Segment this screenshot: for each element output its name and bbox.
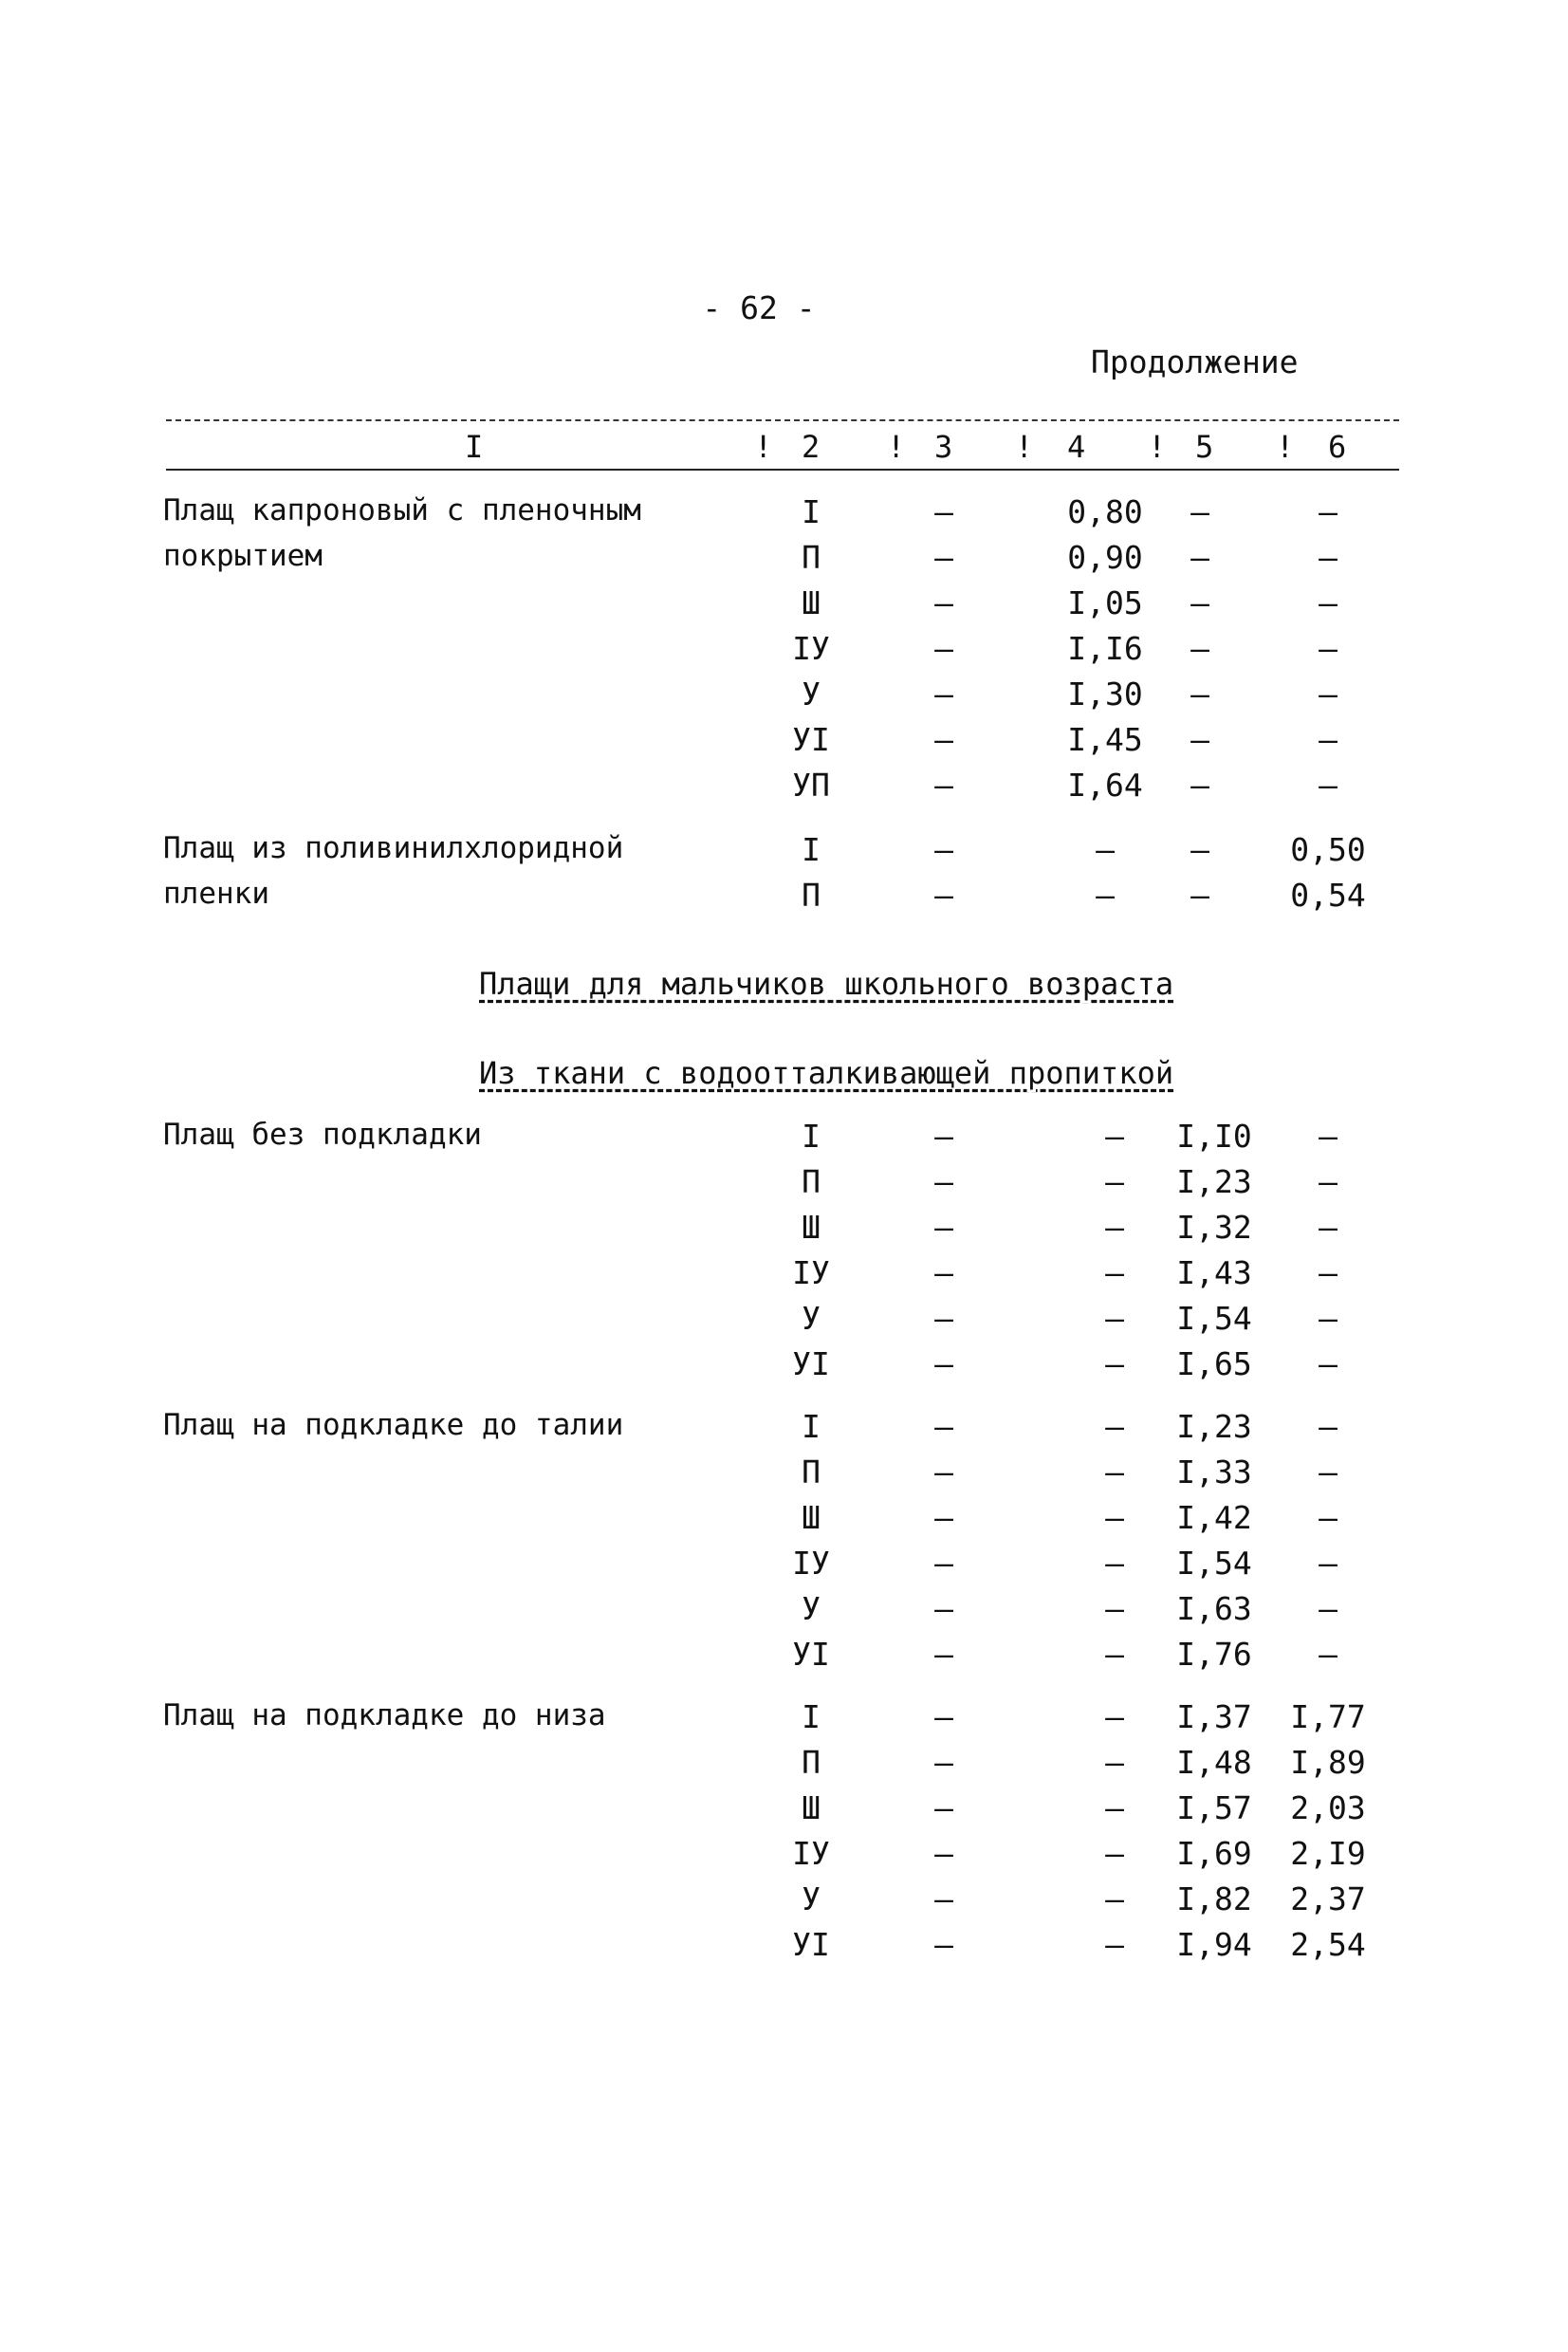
table-cell: – — [934, 1118, 953, 1155]
size-cell: П — [802, 1744, 821, 1781]
table-cell: – — [1105, 1163, 1124, 1200]
table-cell: – — [1319, 1408, 1337, 1445]
table-cell: – — [1105, 1636, 1124, 1673]
size-cell: Ш — [802, 1789, 821, 1826]
table-cell: – — [1190, 676, 1209, 713]
table-cell: – — [934, 1408, 953, 1445]
table-cell: I,65 — [1176, 1345, 1252, 1382]
size-cell: УI — [792, 1345, 830, 1382]
table-cell: – — [1319, 493, 1337, 530]
table-cell: 2,54 — [1290, 1926, 1366, 1963]
col-separator: ! — [1148, 429, 1167, 465]
size-cell: У — [802, 676, 821, 713]
table-cell: – — [1105, 1254, 1124, 1291]
table-cell: – — [1105, 1408, 1124, 1445]
table-cell: I,42 — [1176, 1499, 1252, 1536]
table-cell: I,I0 — [1176, 1118, 1252, 1155]
table-cell: I,94 — [1176, 1926, 1252, 1963]
table-cell: – — [1319, 539, 1337, 576]
table-cell: – — [1190, 493, 1209, 530]
table-cell: – — [934, 1163, 953, 1200]
table-cell: I,23 — [1176, 1408, 1252, 1445]
table-cell: 0,50 — [1290, 831, 1366, 868]
table-cell: – — [1105, 1789, 1124, 1826]
table-cell: – — [934, 1254, 953, 1291]
table-cell: – — [1105, 1698, 1124, 1735]
table-cell: – — [934, 1744, 953, 1781]
row-label: Плащ из поливинилхлоридной — [163, 831, 624, 865]
table-cell: – — [1105, 1300, 1124, 1337]
table-cell: – — [934, 1454, 953, 1491]
size-cell: УI — [792, 1636, 830, 1673]
table-cell: I,23 — [1176, 1163, 1252, 1200]
table-cell: – — [1105, 1880, 1124, 1917]
table-cell: 2,I9 — [1290, 1835, 1366, 1872]
table-cell: I,69 — [1176, 1835, 1252, 1872]
size-cell: УI — [792, 1926, 830, 1963]
size-cell: I — [802, 493, 821, 530]
table-cell: – — [934, 1345, 953, 1382]
size-cell: П — [802, 877, 821, 914]
table-cell: – — [934, 877, 953, 914]
size-cell: П — [802, 1454, 821, 1491]
table-cell: – — [1105, 1926, 1124, 1963]
page-number: - 62 - — [702, 289, 816, 326]
col-header-6: 6 — [1328, 429, 1347, 465]
table-cell: I,54 — [1176, 1545, 1252, 1582]
col-separator: ! — [1015, 429, 1034, 465]
table-cell: – — [1105, 1209, 1124, 1246]
size-cell: IУ — [792, 1835, 830, 1872]
table-top-rule — [166, 419, 1399, 421]
table-cell: – — [934, 493, 953, 530]
table-cell: 0,80 — [1067, 493, 1143, 530]
table-cell: – — [1319, 630, 1337, 667]
size-cell: У — [802, 1880, 821, 1917]
table-cell: – — [1319, 1499, 1337, 1536]
table-cell: – — [934, 676, 953, 713]
table-cell: 0,54 — [1290, 877, 1366, 914]
table-cell: I,77 — [1290, 1698, 1366, 1735]
table-cell: – — [1319, 1254, 1337, 1291]
size-cell: П — [802, 539, 821, 576]
table-cell: – — [1105, 1545, 1124, 1582]
table-cell: – — [934, 630, 953, 667]
size-cell: УП — [792, 767, 830, 804]
size-cell: У — [802, 1300, 821, 1337]
table-cell: – — [1096, 831, 1115, 868]
table-cell: – — [1190, 721, 1209, 758]
table-cell: – — [1319, 1545, 1337, 1582]
table-cell: – — [1319, 1300, 1337, 1337]
table-cell: I,57 — [1176, 1789, 1252, 1826]
table-cell: – — [1190, 539, 1209, 576]
size-cell: Ш — [802, 584, 821, 621]
table-cell: I,43 — [1176, 1254, 1252, 1291]
table-cell: – — [1105, 1835, 1124, 1872]
table-cell: – — [1190, 630, 1209, 667]
row-label: Плащ без подкладки — [163, 1118, 482, 1152]
table-cell: – — [934, 1209, 953, 1246]
table-header-rule — [166, 469, 1399, 471]
col-separator: ! — [754, 429, 773, 465]
table-cell: – — [1319, 1636, 1337, 1673]
table-cell: – — [1319, 1345, 1337, 1382]
table-cell: – — [934, 1499, 953, 1536]
size-cell: П — [802, 1163, 821, 1200]
table-cell: – — [1190, 584, 1209, 621]
table-cell: – — [1105, 1454, 1124, 1491]
col-header-4: 4 — [1067, 429, 1086, 465]
table-cell: – — [1096, 877, 1115, 914]
size-cell: Ш — [802, 1499, 821, 1536]
size-cell: I — [802, 1408, 821, 1445]
table-cell: – — [934, 831, 953, 868]
table-cell: – — [934, 721, 953, 758]
col-separator: ! — [1276, 429, 1295, 465]
row-label: Плащ на подкладке до низа — [163, 1698, 606, 1732]
table-cell: I,30 — [1067, 676, 1143, 713]
size-cell: УI — [792, 721, 830, 758]
table-cell: – — [1190, 767, 1209, 804]
col-header-2: 2 — [802, 429, 821, 465]
table-cell: I,76 — [1176, 1636, 1252, 1673]
table-cell: I,37 — [1176, 1698, 1252, 1735]
table-cell: – — [1105, 1345, 1124, 1382]
size-cell: Ш — [802, 1209, 821, 1246]
table-cell: I,64 — [1067, 767, 1143, 804]
size-cell: I — [802, 1698, 821, 1735]
row-label: Плащ на подкладке до талии — [163, 1408, 624, 1442]
size-cell: IУ — [792, 630, 830, 667]
size-cell: I — [802, 1118, 821, 1155]
col-header-5: 5 — [1195, 429, 1214, 465]
table-cell: – — [934, 539, 953, 576]
col-separator: ! — [887, 429, 906, 465]
table-cell: – — [1319, 721, 1337, 758]
table-cell: – — [1319, 676, 1337, 713]
table-cell: 2,37 — [1290, 1880, 1366, 1917]
table-cell: – — [1105, 1499, 1124, 1536]
table-cell: – — [1319, 767, 1337, 804]
table-cell: – — [934, 1880, 953, 1917]
table-cell: – — [1105, 1744, 1124, 1781]
subsection-title: Из ткани с водоотталкивающей пропиткой — [479, 1055, 1174, 1091]
table-cell: I,32 — [1176, 1209, 1252, 1246]
table-cell: 2,03 — [1290, 1789, 1366, 1826]
table-cell: – — [1105, 1118, 1124, 1155]
table-cell: – — [934, 1545, 953, 1582]
table-cell: – — [934, 1590, 953, 1627]
table-cell: – — [1319, 1590, 1337, 1627]
table-cell: – — [934, 1789, 953, 1826]
table-cell: I,45 — [1067, 721, 1143, 758]
table-cell: – — [1319, 584, 1337, 621]
table-cell: I,89 — [1290, 1744, 1366, 1781]
row-label: покрытием — [163, 539, 323, 573]
table-cell: I,82 — [1176, 1880, 1252, 1917]
table-cell: – — [934, 1698, 953, 1735]
section-title: Плащи для мальчиков школьного возраста — [479, 966, 1174, 1002]
table-cell: – — [934, 767, 953, 804]
size-cell: У — [802, 1590, 821, 1627]
col-header-1: I — [465, 429, 484, 465]
table-cell: – — [934, 1926, 953, 1963]
table-cell: – — [1319, 1163, 1337, 1200]
table-cell: – — [934, 1300, 953, 1337]
table-cell: – — [1190, 877, 1209, 914]
size-cell: IУ — [792, 1545, 830, 1582]
table-cell: – — [934, 1636, 953, 1673]
table-cell: I,63 — [1176, 1590, 1252, 1627]
table-cell: 0,90 — [1067, 539, 1143, 576]
table-cell: I,I6 — [1067, 630, 1143, 667]
table-cell: – — [1319, 1209, 1337, 1246]
size-cell: I — [802, 831, 821, 868]
table-cell: – — [934, 1835, 953, 1872]
continuation-label: Продолжение — [1091, 343, 1299, 380]
table-cell: I,05 — [1067, 584, 1143, 621]
table-cell: – — [1319, 1118, 1337, 1155]
table-cell: I,54 — [1176, 1300, 1252, 1337]
row-label: пленки — [163, 877, 269, 911]
table-cell: – — [1105, 1590, 1124, 1627]
table-cell: I,48 — [1176, 1744, 1252, 1781]
row-label: Плащ капроновый с пленочным — [163, 493, 641, 528]
table-cell: I,33 — [1176, 1454, 1252, 1491]
col-header-3: 3 — [934, 429, 953, 465]
table-cell: – — [1319, 1454, 1337, 1491]
table-cell: – — [934, 584, 953, 621]
table-cell: – — [1190, 831, 1209, 868]
size-cell: IУ — [792, 1254, 830, 1291]
